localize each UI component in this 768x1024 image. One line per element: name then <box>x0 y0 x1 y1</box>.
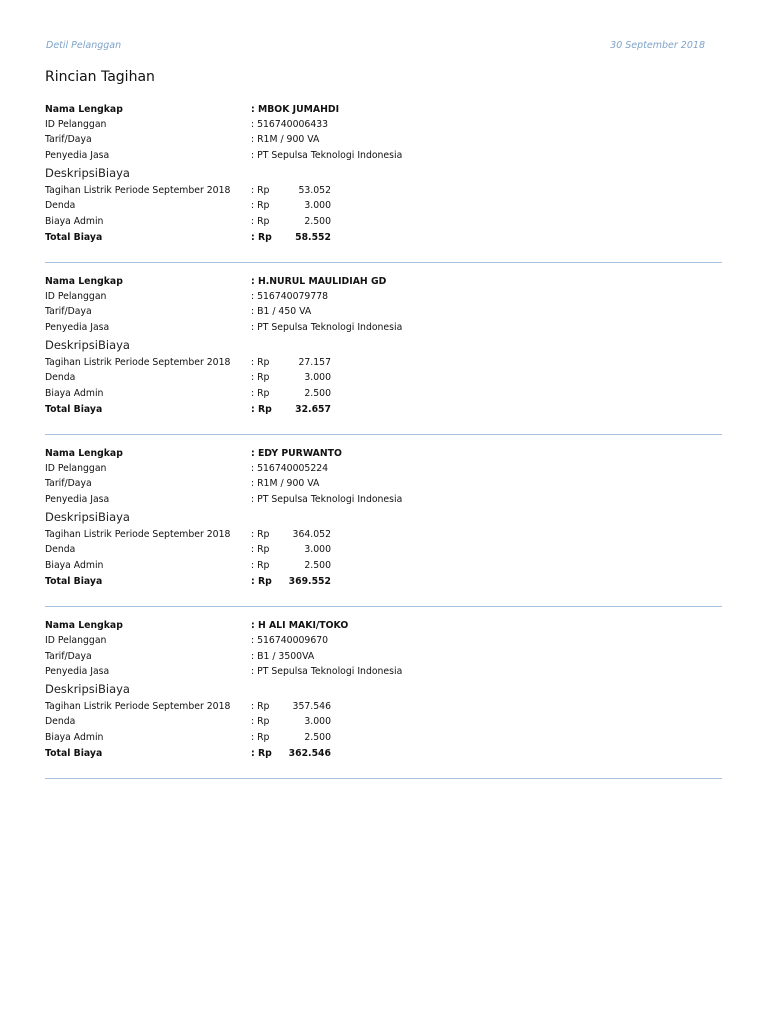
total-label: Total Biaya <box>45 404 103 415</box>
currency: : Rp <box>251 576 272 587</box>
divider <box>45 434 722 435</box>
name-label: Nama Lengkap <box>45 448 123 459</box>
currency: : Rp <box>251 357 270 368</box>
bill-charge-amount: 53.052 <box>298 185 331 196</box>
bill-card <box>45 447 722 609</box>
bill-charge-label: Tagihan Listrik Periode September 2018 <box>45 185 231 196</box>
customer-id-label: ID Pelanggan <box>45 291 107 302</box>
currency: : Rp <box>251 372 270 383</box>
tariff-value: : B1 / 3500VA <box>251 651 315 662</box>
name-value: : EDY PURWANTO <box>251 448 342 459</box>
total-amount: 32.657 <box>295 404 331 415</box>
bill-charge-label: Tagihan Listrik Periode September 2018 <box>45 529 231 540</box>
cost-description-heading: DeskripsiBiaya <box>45 166 130 180</box>
cost-description-heading: DeskripsiBiaya <box>45 682 130 696</box>
provider-label: Penyedia Jasa <box>45 494 110 505</box>
provider-value: : PT Sepulsa Teknologi Indonesia <box>251 666 403 677</box>
currency: : Rp <box>251 404 272 415</box>
total-label: Total Biaya <box>45 576 103 587</box>
bill-charge-amount: 357.546 <box>292 701 331 712</box>
header-date: 30 September 2018 <box>610 40 705 51</box>
currency: : Rp <box>251 716 270 727</box>
page-title: Rincian Tagihan <box>45 69 155 85</box>
tariff-label: Tarif/Daya <box>45 134 92 145</box>
tariff-value: : B1 / 450 VA <box>251 306 312 317</box>
penalty-amount: 3.000 <box>304 716 331 727</box>
name-value: : H ALI MAKI/TOKO <box>251 620 349 631</box>
name-value: : MBOK JUMAHDI <box>251 104 340 115</box>
penalty-amount: 3.000 <box>304 544 331 555</box>
customer-id-label: ID Pelanggan <box>45 635 107 646</box>
currency: : Rp <box>251 544 270 555</box>
currency: : Rp <box>251 232 272 243</box>
bill-charge-amount: 364.052 <box>292 529 331 540</box>
tariff-value: : R1M / 900 VA <box>251 134 320 145</box>
tariff-value: : R1M / 900 VA <box>251 478 320 489</box>
currency: : Rp <box>251 701 270 712</box>
bill-charge-amount: 27.157 <box>298 357 331 368</box>
penalty-amount: 3.000 <box>304 200 331 211</box>
penalty-label: Denda <box>45 200 76 211</box>
provider-label: Penyedia Jasa <box>45 666 110 677</box>
provider-value: : PT Sepulsa Teknologi Indonesia <box>251 494 403 505</box>
currency: : Rp <box>251 748 272 759</box>
customer-id-label: ID Pelanggan <box>45 463 107 474</box>
tariff-label: Tarif/Daya <box>45 651 92 662</box>
provider-label: Penyedia Jasa <box>45 322 110 333</box>
total-amount: 362.546 <box>288 748 331 759</box>
cost-description-heading: DeskripsiBiaya <box>45 338 130 352</box>
bill-charge-label: Tagihan Listrik Periode September 2018 <box>45 357 231 368</box>
tariff-label: Tarif/Daya <box>45 478 92 489</box>
admin-fee-label: Biaya Admin <box>45 388 104 399</box>
currency: : Rp <box>251 200 270 211</box>
name-label: Nama Lengkap <box>45 276 123 287</box>
customer-id-value: : 516740006433 <box>251 119 329 130</box>
name-label: Nama Lengkap <box>45 104 123 115</box>
name-value: : H.NURUL MAULIDIAH GD <box>251 276 387 287</box>
total-amount: 58.552 <box>295 232 331 243</box>
name-label: Nama Lengkap <box>45 620 123 631</box>
bill-card <box>45 275 722 437</box>
bill-card <box>45 619 722 781</box>
divider <box>45 262 722 263</box>
penalty-label: Denda <box>45 716 76 727</box>
admin-fee-amount: 2.500 <box>304 732 331 743</box>
total-label: Total Biaya <box>45 748 103 759</box>
currency: : Rp <box>251 560 270 571</box>
divider <box>45 606 722 607</box>
tariff-label: Tarif/Daya <box>45 306 92 317</box>
customer-id-value: : 516740079778 <box>251 291 329 302</box>
bill-card <box>45 103 722 265</box>
currency: : Rp <box>251 185 270 196</box>
provider-value: : PT Sepulsa Teknologi Indonesia <box>251 322 403 333</box>
header-caption: Detil Pelanggan <box>46 40 122 51</box>
cost-description-heading: DeskripsiBiaya <box>45 510 130 524</box>
total-amount: 369.552 <box>288 576 331 587</box>
admin-fee-label: Biaya Admin <box>45 732 104 743</box>
currency: : Rp <box>251 732 270 743</box>
admin-fee-amount: 2.500 <box>304 216 331 227</box>
penalty-label: Denda <box>45 372 76 383</box>
provider-label: Penyedia Jasa <box>45 150 110 161</box>
penalty-amount: 3.000 <box>304 372 331 383</box>
admin-fee-amount: 2.500 <box>304 560 331 571</box>
customer-id-label: ID Pelanggan <box>45 119 107 130</box>
divider <box>45 778 722 779</box>
customer-id-value: : 516740005224 <box>251 463 329 474</box>
penalty-label: Denda <box>45 544 76 555</box>
total-label: Total Biaya <box>45 232 103 243</box>
currency: : Rp <box>251 388 270 399</box>
admin-fee-amount: 2.500 <box>304 388 331 399</box>
currency: : Rp <box>251 529 270 540</box>
customer-id-value: : 516740009670 <box>251 635 329 646</box>
currency: : Rp <box>251 216 270 227</box>
admin-fee-label: Biaya Admin <box>45 216 104 227</box>
provider-value: : PT Sepulsa Teknologi Indonesia <box>251 150 403 161</box>
page-header <box>46 40 705 54</box>
bill-charge-label: Tagihan Listrik Periode September 2018 <box>45 701 231 712</box>
admin-fee-label: Biaya Admin <box>45 560 104 571</box>
